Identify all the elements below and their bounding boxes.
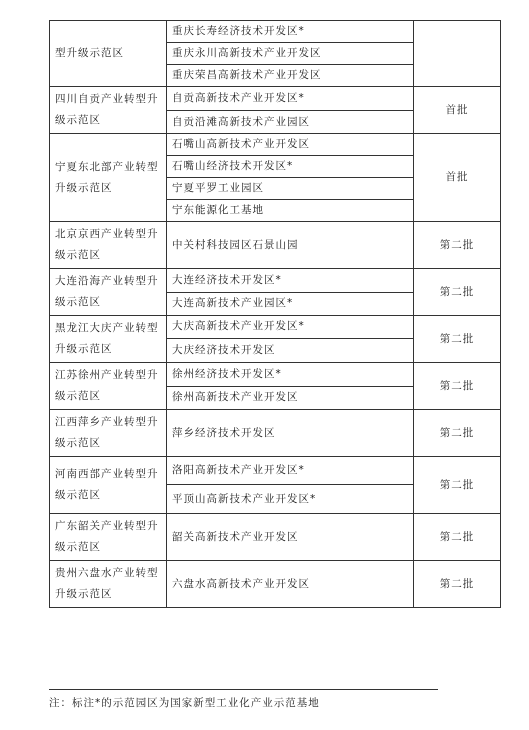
batch-cell: 第二批 — [414, 410, 501, 457]
zone-name-cell: 黑龙江大庆产业转型升级示范区 — [50, 316, 167, 363]
batch-cell: 首批 — [414, 87, 501, 134]
table-row — [50, 514, 501, 561]
park-name-cell: 中关村科技园区石景山园 — [167, 222, 414, 269]
park-name-cell: 自贡高新技术产业开发区* — [167, 87, 414, 111]
zone-name-cell: 宁夏东北部产业转型升级示范区 — [50, 134, 167, 222]
park-name-cell: 宁东能源化工基地 — [167, 200, 414, 222]
park-name-cell: 大庆高新技术产业开发区* — [167, 316, 414, 339]
batch-cell: 第二批 — [414, 457, 501, 514]
table-row — [50, 222, 501, 269]
batch-cell: 第二批 — [414, 222, 501, 269]
batch-cell: 第二批 — [414, 316, 501, 363]
park-name-cell: 石嘴山高新技术产业开发区 — [167, 134, 414, 156]
zone-name-cell: 江西萍乡产业转型升级示范区 — [50, 410, 167, 457]
demonstration-zone-table — [49, 20, 501, 608]
batch-cell — [414, 21, 501, 87]
table-row — [50, 561, 501, 608]
batch-cell: 第二批 — [414, 561, 501, 608]
batch-cell: 第二批 — [414, 363, 501, 410]
park-name-cell: 重庆永川高新技术产业开发区 — [167, 43, 414, 65]
park-name-cell: 宁夏平罗工业园区 — [167, 178, 414, 200]
park-name-cell: 洛阳高新技术产业开发区* — [167, 457, 414, 485]
table-row — [50, 410, 501, 457]
zone-name-cell: 广东韶关产业转型升级示范区 — [50, 514, 167, 561]
park-name-cell: 平顶山高新技术产业开发区* — [167, 485, 414, 514]
footnote: 注：标注*的示范园区为国家新型工业化产业示范基地 — [49, 697, 320, 709]
zone-name-cell: 河南西部产业转型升级示范区 — [50, 457, 167, 514]
park-name-cell: 石嘴山经济技术开发区* — [167, 156, 414, 178]
park-name-cell: 自贡沿滩高新技术产业园区 — [167, 111, 414, 134]
table-row — [50, 363, 501, 387]
park-name-cell: 大连经济技术开发区* — [167, 269, 414, 293]
table-row — [50, 21, 501, 43]
table-row — [50, 316, 501, 339]
zone-name-cell: 大连沿海产业转型升级示范区 — [50, 269, 167, 316]
zone-name-cell: 江苏徐州产业转型升级示范区 — [50, 363, 167, 410]
footnote-rule — [49, 689, 438, 690]
zone-name-cell: 贵州六盘水产业转型升级示范区 — [50, 561, 167, 608]
park-name-cell: 大庆经济技术开发区 — [167, 338, 414, 362]
park-name-cell: 徐州经济技术开发区* — [167, 363, 414, 387]
park-name-cell: 重庆荣昌高新技术产业开发区 — [167, 65, 414, 87]
table-row — [50, 134, 501, 156]
park-name-cell: 萍乡经济技术开发区 — [167, 410, 414, 457]
park-name-cell: 重庆长寿经济技术开发区* — [167, 21, 414, 43]
park-name-cell: 六盘水高新技术产业开发区 — [167, 561, 414, 608]
table-row — [50, 87, 501, 111]
batch-cell: 第二批 — [414, 514, 501, 561]
zone-name-cell: 四川自贡产业转型升级示范区 — [50, 87, 167, 134]
park-name-cell: 大连高新技术产业园区* — [167, 292, 414, 316]
batch-cell: 第二批 — [414, 269, 501, 316]
table-row — [50, 457, 501, 485]
zone-name-cell: 北京京西产业转型升级示范区 — [50, 222, 167, 269]
zone-name-cell: 型升级示范区 — [50, 21, 167, 87]
park-name-cell: 韶关高新技术产业开发区 — [167, 514, 414, 561]
batch-cell: 首批 — [414, 134, 501, 222]
table-body — [50, 21, 501, 608]
table-row — [50, 269, 501, 293]
park-name-cell: 徐州高新技术产业开发区 — [167, 386, 414, 410]
